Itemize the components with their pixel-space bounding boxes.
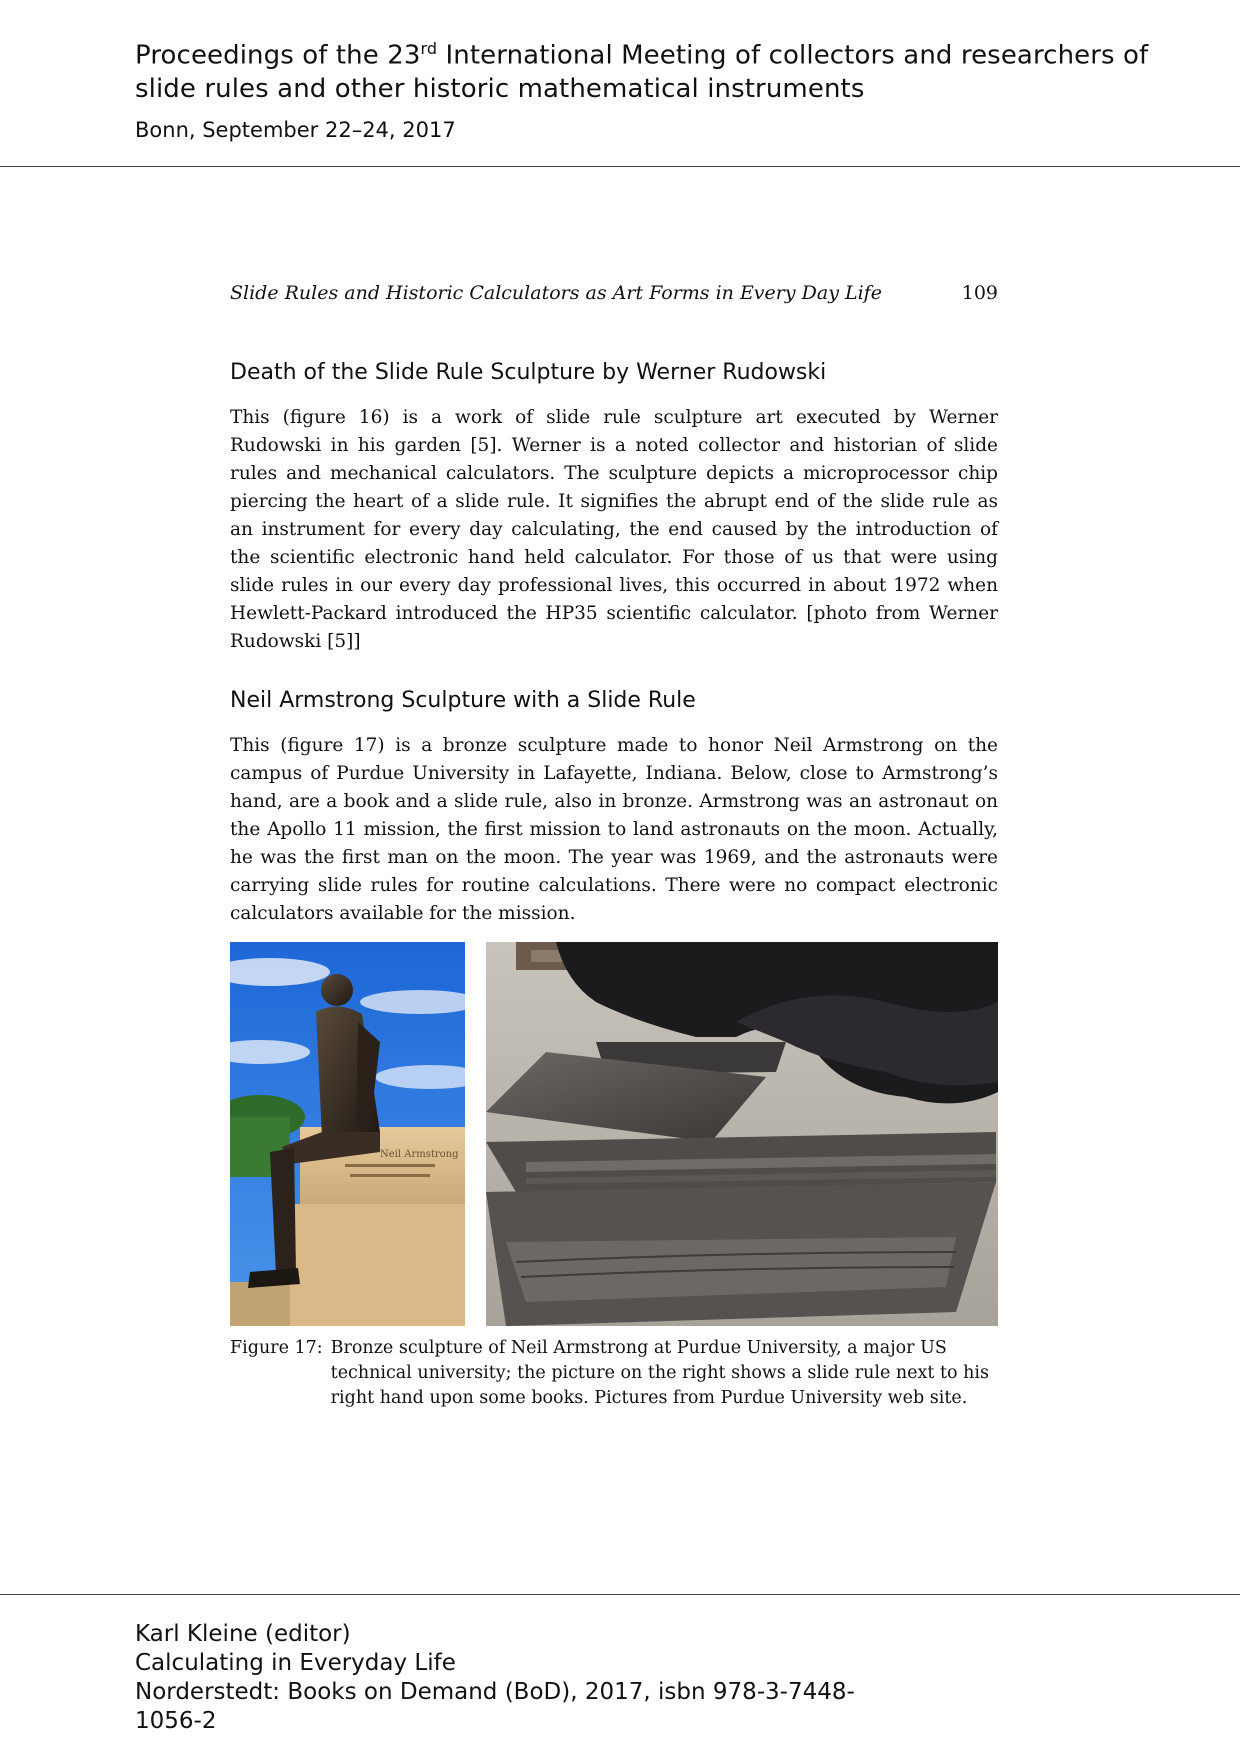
footer-editor: Karl Kleine (editor): [135, 1621, 351, 1647]
section-heading-rudowski: Death of the Slide Rule Sculpture by Werner Rudowski: [230, 360, 827, 385]
footer-publisher: Norderstedt: Books on Demand (BoD), 2017, isbn 978-3-7448-: [135, 1679, 855, 1705]
proceedings-header: [135, 32, 1215, 142]
proceedings-title: Proceedings of the 23rd International Meeting of collectors and researchers of slide rules and other historic mathematical instruments: [135, 39, 1149, 104]
figure-label: Figure 17:: [230, 1338, 323, 1358]
footer-isbn-tail: 1056-2: [135, 1708, 217, 1734]
footer-divider: [0, 1594, 1240, 1595]
section-heading-armstrong: Neil Armstrong Sculpture with a Slide Rule: [230, 688, 696, 713]
plaque-text: Neil Armstrong: [380, 1149, 459, 1160]
section-body-rudowski: This (figure 16) is a work of slide rule sculpture art executed by Werner Rudowski in his garden [5]. Werner is a noted collector and historian of slide rules and mechanical calculators. The sculpture depicts a microprocessor chip piercing the heart of a slide rule. It signifies the abrupt end of the slide rule as an instrument for every day calculating, the end caused by the introduction of the scientific electronic hand held calculator. For those of us that were using slide rules in our every day professional lives, this occurred in about 1972 when Hewlett-Packard introduced the HP35 scientific calculator. [photo from Werner Rudowski [5]]: [230, 407, 998, 652]
section-body-armstrong: This (figure 17) is a bronze sculpture made to honor Neil Armstrong on the campus of Purdue University in Lafayette, Indiana. Below, close to Armstrong’s hand, are a book and a slide rule, also in bronze. Armstrong was an astronaut on the Apollo 11 mission, the first mission to land astronauts on the moon. Actually, he was the first man on the moon. The year was 1969, and the astronauts were carrying slide rules for routine calculations. There were no compact electronic calculators available for the mission.: [230, 735, 998, 924]
citation-footer: [135, 1620, 1135, 1736]
footer-book-title: Calculating in Everyday Life: [135, 1650, 456, 1676]
armstrong-statue-photo: [230, 942, 465, 1326]
page-number: 109: [961, 282, 998, 304]
running-head: [230, 282, 998, 304]
slide-rule-books-photo: [486, 942, 998, 1326]
figure-caption-text: Bronze sculpture of Neil Armstrong at Purdue University, a major US technical university; the picture on the right shows a slide rule next to his right hand upon some books. Pictures from Purdue University web site.: [330, 1338, 989, 1408]
proceedings-subtitle: Bonn, September 22–24, 2017: [135, 117, 456, 142]
figure-caption: [230, 1336, 998, 1411]
running-title: Slide Rules and Historic Calculators as Art Forms in Every Day Life: [230, 282, 882, 304]
header-divider: [0, 166, 1240, 167]
